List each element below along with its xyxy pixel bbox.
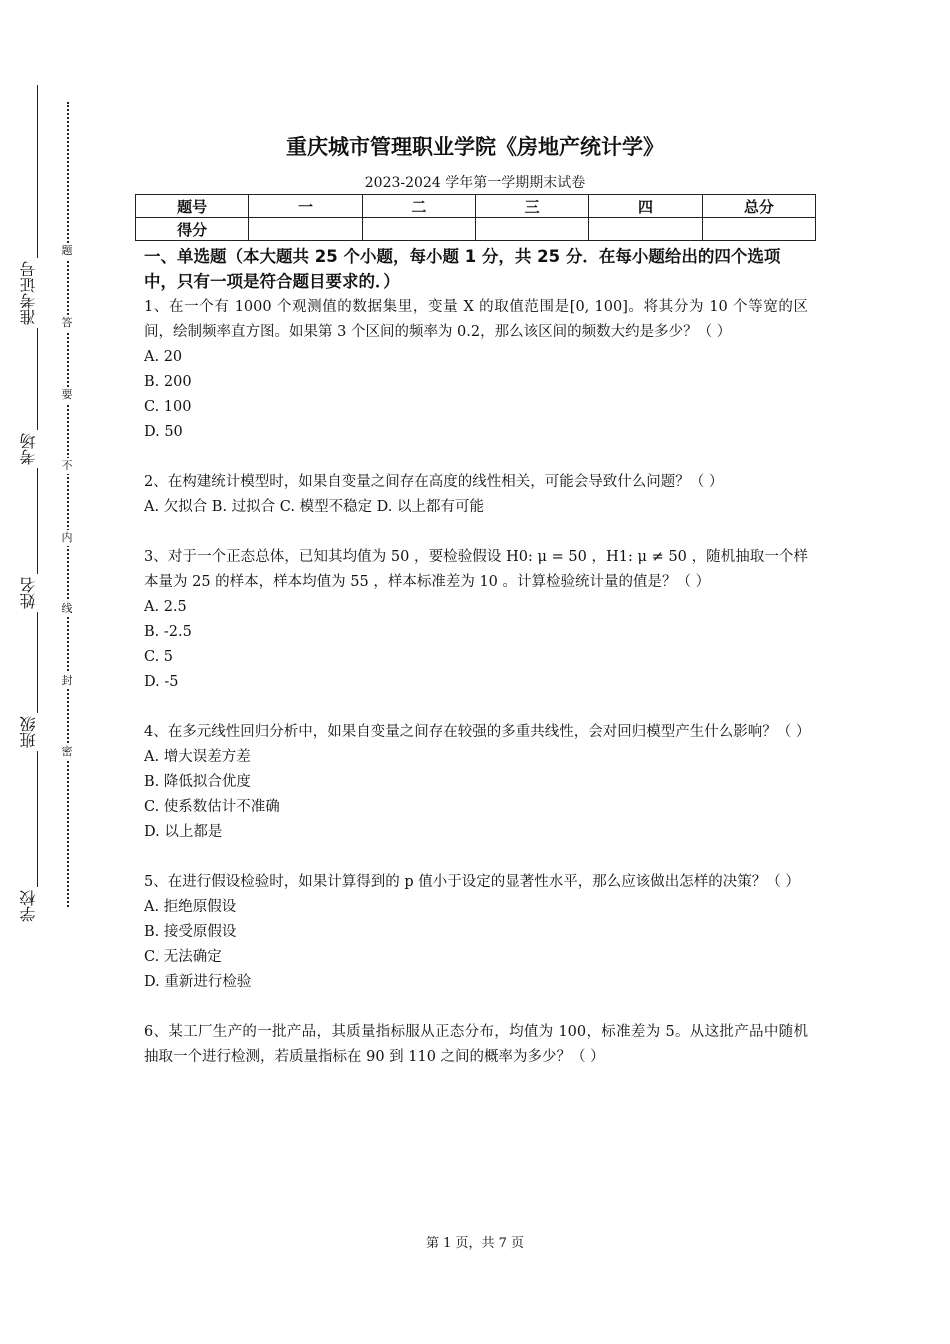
question-option: D. 重新进行检验 [144,974,252,990]
score-table [135,194,816,241]
score-entry-cell [249,218,362,241]
score-table-score-row [136,218,816,241]
question-4 [144,720,811,845]
question-option: A. 2.5 [144,599,187,615]
question-stem: 1、在一个有 1000 个观测值的数据集里，变量 X 的取值范围是[0, 100]。将其分为 10 个等宽的区间，绘制频率直方图。如果第 3 个区间的频率为 0.2，那么该区间的频数大约是多少？（ ） [144,299,808,340]
question-stem: 3、对于一个正态总体，已知其均值为 50 ，要检验假设 H0: μ = 50 ，H1: μ ≠ 50 ，随机抽取一个样本量为 25 的样本，样本均值为 55 ，样本标准差为 10 。计算检验统计量的值是？（ ） [144,549,808,590]
exam-subtitle: 2023-2024 学年第一学期期末试卷 [364,175,586,191]
exam-title: 重庆城市管理职业学院《房地产统计学》 [286,135,664,159]
question-option: C. 无法确定 [144,949,222,965]
score-entry-cell [475,218,588,241]
score-header-cell: 题号 [136,195,249,218]
score-row-label: 得分 [136,218,249,241]
question-option: C. 100 [144,399,192,415]
section-heading: 一、单选题（本大题共 25 个小题，每小题 1 分，共 25 分．在每小题给出的四个选项中，只有一项是符合题目要求的．） [144,247,781,291]
question-option: B. 200 [144,374,192,390]
binding-label-exam-room: 考场 [20,430,54,468]
binding-hint: 内 [58,530,76,546]
binding-label-class: 班级 [20,713,54,751]
binding-strip [0,0,110,1344]
score-entry-cell [702,218,815,241]
question-option: C. 5 [144,649,174,665]
binding-hint: 密 [58,744,76,760]
question-2 [144,470,808,520]
page-footer: 第 1 页，共 7 页 [425,1236,525,1251]
question-stem: 4、在多元线性回归分析中，如果自变量之间存在较强的多重共线性，会对回归模型产生什么影响？（ ） [144,724,811,740]
question-option: A. 增大误差方差 [144,749,251,765]
question-stem: 6、某工厂生产的一批产品，其质量指标服从正态分布，均值为 100，标准差为 5。从这批产品中随机抽取一个进行检测，若质量指标在 90 到 110 之间的概率为多少？（ ） [144,1024,808,1065]
binding-hint: 不 [58,458,76,474]
score-header-cell: 三 [475,195,588,218]
binding-hint: 答 [58,315,76,331]
binding-hint: 要 [58,387,76,403]
question-option: D. 以上都是 [144,824,223,840]
exam-content [144,244,811,1095]
score-entry-cell [362,218,475,241]
question-stem: 2、在构建统计模型时，如果自变量之间存在高度的线性相关，可能会导致什么问题？（ ） [144,474,724,490]
binding-label-school: 学校 [20,887,54,925]
binding-dotted-line [67,102,69,907]
question-option: B. 接受原假设 [144,924,237,940]
score-header-cell: 一 [249,195,362,218]
score-header-cell: 二 [362,195,475,218]
binding-label-exam-number: 准考证号 [20,258,54,328]
question-option: B. -2.5 [144,624,192,640]
question-option: A. 20 [144,349,183,365]
question-1 [144,295,808,445]
score-header-cell: 总分 [702,195,815,218]
question-option: D. -5 [144,674,179,690]
binding-solid-line [37,85,38,915]
question-option: A. 拒绝原假设 [144,899,237,915]
binding-hint: 线 [58,601,76,617]
question-option: D. 50 [144,424,183,440]
score-header-cell: 四 [589,195,702,218]
question-6 [144,1020,808,1070]
question-3 [144,545,808,695]
score-entry-cell [589,218,702,241]
score-table-header-row [136,195,816,218]
question-option: A. 欠拟合 B. 过拟合 C. 模型不稳定 D. 以上都有可能 [144,499,485,515]
binding-label-name: 姓名 [20,574,54,612]
binding-hint: 题 [58,243,76,259]
binding-hint: 封 [58,673,76,689]
question-option: B. 降低拟合优度 [144,774,251,790]
question-option: C. 使系数估计不准确 [144,799,280,815]
question-5 [144,870,808,995]
question-stem: 5、在进行假设检验时，如果计算得到的 p 值小于设定的显著性水平，那么应该做出怎样的决策？（ ） [144,874,800,890]
